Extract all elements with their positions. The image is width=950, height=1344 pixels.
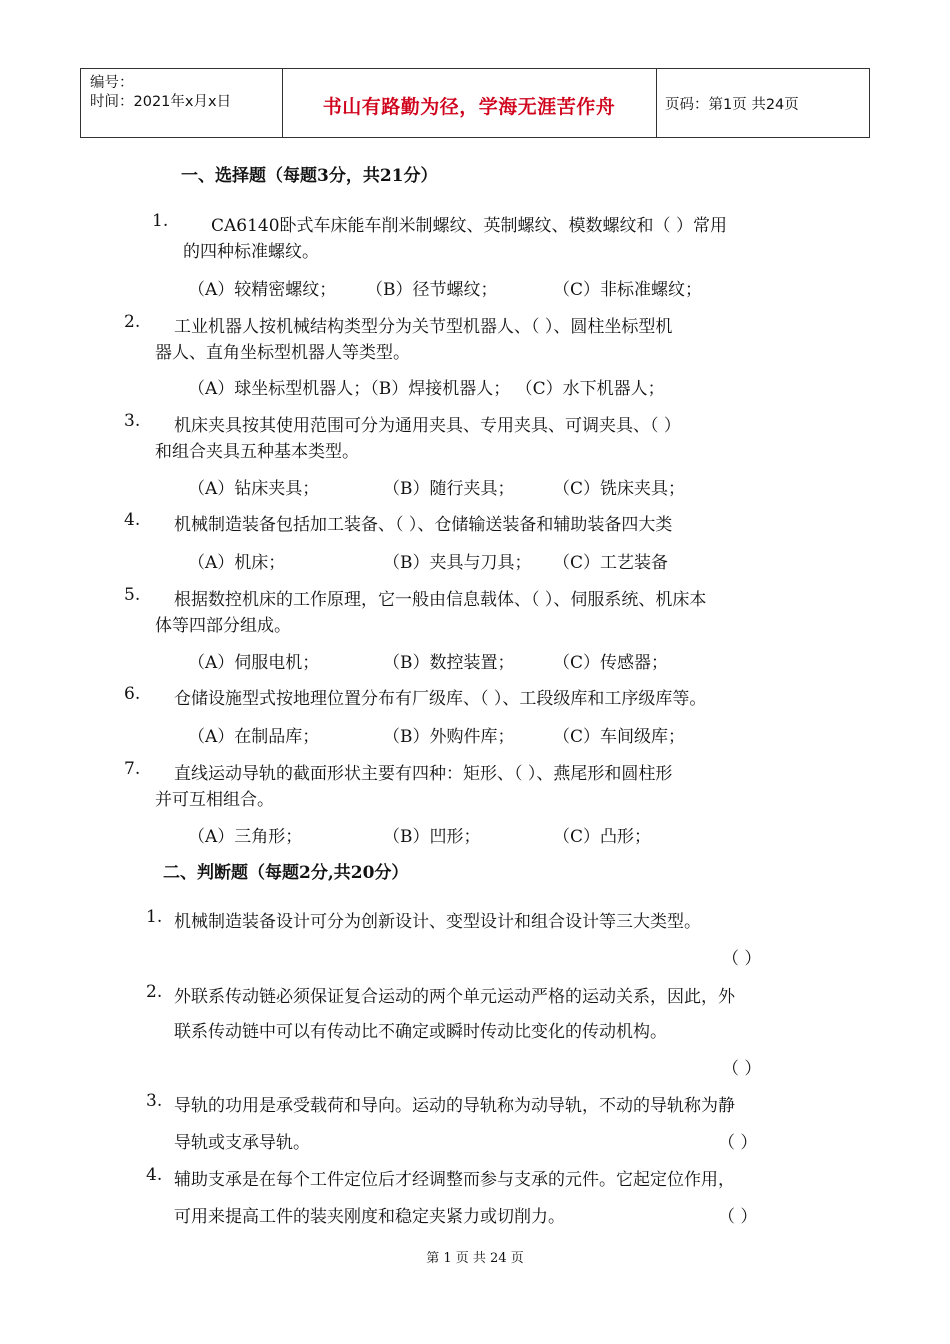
j3-number: 3. (146, 1091, 163, 1111)
j4-answer-blank: （ ） (718, 1207, 758, 1227)
q4-option-a: （A）机床； (188, 553, 286, 573)
q7-option-b: （B）凹形； (383, 827, 481, 847)
q7-line1: 直线运动导轨的截面形状主要有四种：矩形、（ ）、燕尾形和圆柱形 (174, 764, 673, 784)
q1-option-b: （B）径节螺纹； (366, 280, 498, 300)
q2-options: （A）球坐标型机器人；（B）焊接机器人； （C）水下机器人； (188, 379, 665, 399)
q1-number: 1. (152, 211, 169, 231)
j2-number: 2. (146, 982, 163, 1002)
q4-number: 4. (124, 510, 141, 530)
q5-option-b: （B）数控装置； (383, 653, 515, 673)
page-header (80, 68, 870, 138)
j3-line2: 导轨或支承导轨。 (174, 1133, 310, 1153)
q3-option-b: （B）随行夹具； (383, 479, 515, 499)
q5-line1: 根据数控机床的工作原理，它一般由信息载体、（ ）、伺服系统、机床本 (174, 590, 707, 610)
q5-number: 5. (124, 585, 141, 605)
section1-title: 一、选择题（每题3分，共21分） (181, 166, 438, 186)
j4-line2: 可用来提高工件的装夹刚度和稳定夹紧力或切削力。 (174, 1207, 565, 1227)
header-page-code: 页码：第1页 共24页 (665, 97, 799, 113)
j3-line1: 导轨的功用是承受载荷和导向。运动的导轨称为动导轨，不动的导轨称为静 (174, 1096, 735, 1116)
q7-option-a: （A）三角形； (188, 827, 303, 847)
q7-option-c: （C）凸形； (553, 827, 652, 847)
q7-line2: 并可互相组合。 (155, 790, 274, 810)
section2-title: 二、判断题（每题2分,共20分） (163, 863, 409, 883)
q6-option-a: （A）在制品库； (188, 727, 320, 747)
q6-line1: 仓储设施型式按地理位置分布有厂级库、（ ）、工段级库和工序级库等。 (174, 689, 707, 709)
q3-line1: 机床夹具按其使用范围可分为通用夹具、专用夹具、可调夹具、（ ） (174, 416, 681, 436)
q5-option-a: （A）伺服电机； (188, 653, 320, 673)
page-footer: 第 1 页 共 24 页 (426, 1251, 524, 1266)
q4-option-b: （B）夹具与刀具； (383, 553, 532, 573)
q4-option-c: （C）工艺装备 (553, 553, 669, 573)
q7-number: 7. (124, 759, 141, 779)
q3-option-c: （C）铣床夹具； (553, 479, 686, 499)
q6-option-c: （C）车间级库； (553, 727, 686, 747)
header-number: 编号： (90, 75, 134, 91)
header-time: 时间：2021年x月x日 (90, 94, 232, 110)
j1-number: 1. (146, 907, 163, 927)
q4-line1: 机械制造装备包括加工装备、（ ）、仓储输送装备和辅助装备四大类 (174, 515, 673, 535)
q2-line2: 器人、直角坐标型机器人等类型。 (155, 343, 410, 363)
q3-option-a: （A）钻床夹具； (188, 479, 320, 499)
j2-line2: 联系传动链中可以有传动比不确定或瞬时传动比变化的传动机构。 (174, 1022, 667, 1042)
j4-number: 4. (146, 1165, 163, 1185)
q6-option-b: （B）外购件库； (383, 727, 515, 747)
q3-line2: 和组合夹具五种基本类型。 (155, 442, 359, 462)
q1-line2: 的四种标准螺纹。 (183, 242, 319, 262)
q3-number: 3. (124, 411, 141, 431)
j4-line1: 辅助支承是在每个工件定位后才经调整而参与支承的元件。它起定位作用， (174, 1170, 735, 1190)
j1-line1: 机械制造装备设计可分为创新设计、变型设计和组合设计等三大类型。 (174, 912, 701, 932)
q5-line2: 体等四部分组成。 (155, 616, 291, 636)
q1-option-c: （C）非标准螺纹； (553, 280, 703, 300)
header-motto: 书山有路勤为径，学海无涯苦作舟 (322, 96, 616, 118)
q1-option-a: （A）较精密螺纹； (188, 280, 337, 300)
q5-option-c: （C）传感器； (553, 653, 669, 673)
j1-answer-blank: （ ） (722, 949, 762, 969)
j2-line1: 外联系传动链必须保证复合运动的两个单元运动严格的运动关系，因此，外 (174, 987, 735, 1007)
q1-line1: CA6140卧式车床能车削米制螺纹、英制螺纹、模数螺纹和（ ）常用 (211, 216, 727, 236)
j2-answer-blank: （ ） (722, 1059, 762, 1079)
q2-line1: 工业机器人按机械结构类型分为关节型机器人、（ ）、圆柱坐标型机 (174, 317, 673, 337)
header-meta (90, 74, 231, 112)
q6-number: 6. (124, 684, 141, 704)
j3-answer-blank: （ ） (718, 1133, 758, 1153)
q2-number: 2. (124, 312, 141, 332)
